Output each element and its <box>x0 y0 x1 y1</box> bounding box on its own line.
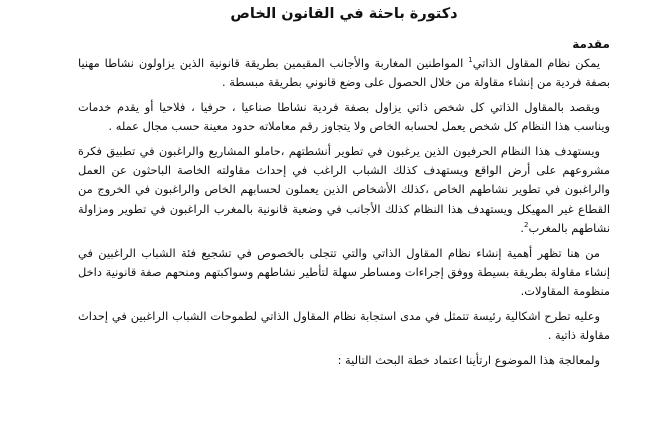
paragraph-text: ولمعالجة هذا الموضوع ارتأينا اعتماد خطة البحث التالية : <box>337 352 600 367</box>
paragraph-2 <box>78 98 610 137</box>
paragraph-text: وعليه تطرح اشكالية رئيسة تتمثل في مدى استجابة نظام المقاول الذاتي لطموحات الشباب الراغبين في إحداث مقاولة ذاتية . <box>78 308 610 343</box>
paragraph-3 <box>78 142 610 239</box>
paragraph-text: ويقصد بالمقاول الذاتي كل شخص ذاتي يزاول بصفة فردية نشاطا صناعيا ، حرفيا ، فلاحيا أو يقدم خدمات ويناسب هذا النظام كل شخص يعمل لحسابه الخاص ولا يتجاوز رقم معاملاته حدود معينة حسب مجال عمله . <box>78 99 610 134</box>
document-title: دكتورة باحثة في القانون الخاص <box>230 6 458 22</box>
paragraph-text: ويستهدف هذا النظام الحرفيون الذين يرغبون في تطوير أنشطتهم ،حاملو المشاريع والراغبون في تطبيق فكرة مشروعهم على أرض الواقع ويستهدف كذلك الشباب الراغب في إحداث مقاولته الخاصة الباحثون عن العمل والراغبون في تطوير نشاطهم الخاص ،كذلك الأشخاص الذين يعملون لحسابهم الخاص والراغبون في الخروج من القطاع غير المهيكل ويستهدف هذا النظام كذلك الأجانب في وضعية قانونية بالمغرب الراغبون في تطوير ومزاولة نشاطهم بالمغرب <box>78 143 610 236</box>
paragraph-6 <box>78 351 610 370</box>
paragraph-4 <box>78 244 610 302</box>
paragraph-5 <box>78 307 610 346</box>
footnote-marker[interactable]: 2 <box>524 221 529 230</box>
section-heading: مقدمة <box>572 37 610 51</box>
paragraph-text: المواطنين المغاربة والأجانب المقيمين بطريقة قانونية الذين يزاولون نشاطا مهنيا بصفة فردية من إنشاء مقاولة من خلال الحصول على وضع قانوني بطريقة مبسطة . <box>78 56 610 90</box>
footnote-marker[interactable]: 1 <box>468 56 473 65</box>
paragraph-text: يمكن نظام المقاول الذاتي <box>472 56 600 70</box>
paragraph-1 <box>78 54 610 93</box>
paragraph-text: . <box>520 221 524 236</box>
paragraph-text: من هنا تظهر أهمية إنشاء نظام المقاول الذاتي والتي تتجلى بالخصوص في تشجيع فئة الشباب الراغبين في إنشاء مقاولة بطريقة بسيطة ووفق إجراءات ومساطر سهلة لتأطير نشاطهم وسواكبتهم ومنحهم صفة قانونية داخل منظومة المقاولات. <box>78 245 610 299</box>
